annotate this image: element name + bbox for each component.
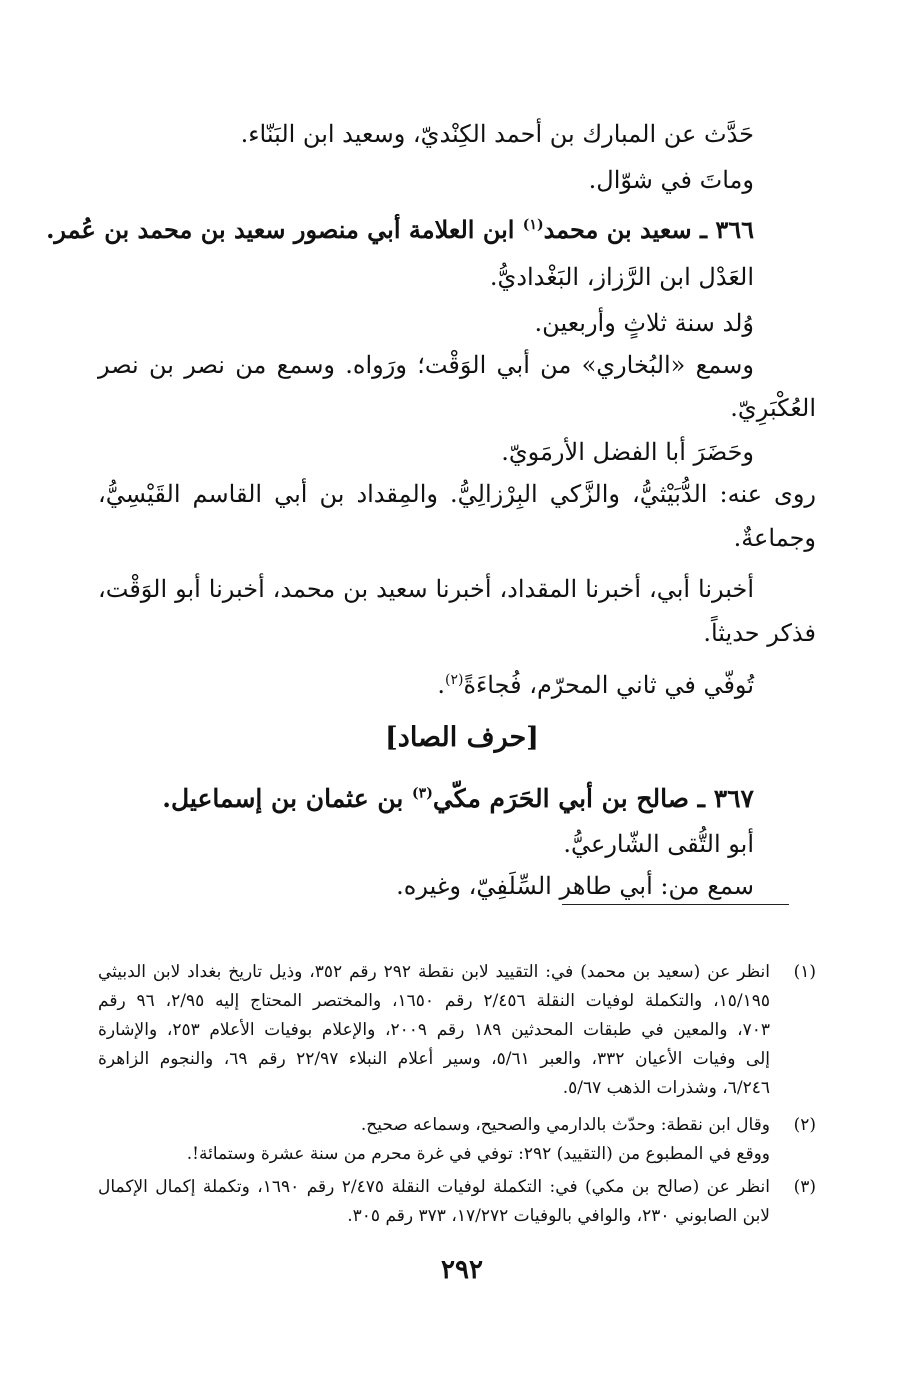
text-line: فذكر حديثاً. [703,619,816,647]
text-line: أبو التُّقى الشّارعيُّ. [563,830,754,858]
footnote-body [98,1111,770,1169]
footnote-line: ١٥/١٩٥، والتكملة لوفيات النقلة ٢/٤٥٦ رقم ١٦٥٠، والمختصر المحتاج إليه ٢/٩٥، ٩٦ رقم [98,991,770,1011]
entry-367-title [162,781,754,817]
footnote-line: لابن الصابوني ٢٣٠، والوافي بالوفيات ١٧/٢٧٢، ٣٧٣ رقم ٣٠٥. [347,1206,770,1226]
footnote-3 [98,1173,816,1231]
text-line: وجماعةٌ. [733,524,816,552]
section-heading: [حرف الصاد] [385,722,539,753]
footnote-number: (٣) [793,1177,816,1197]
footnote-line: انظر عن (صالح بن مكي) في: التكملة لوفيات النقلة ٢/٤٧٥ رقم ١٦٩٠، وتكملة إكمال الإكمال [98,1177,770,1197]
text-line: العَدْل ابن الرَّزاز، البَغْداديُّ. [489,263,754,291]
text-line: العُكْبَرِيّ. [730,394,816,422]
footnote-line: وقال ابن نقطة: وحدّث بالدارمي والصحيح، وسماعه صحيح. [360,1115,770,1135]
text-line: روى عنه: الدُّبَيْثيُّ، والزَّكي البِرْزالِيُّ. والمِقداد بن أبي القاسم القَيْسِيُّ، [98,480,817,508]
text-line: وماتَ في شوّال. [588,166,754,194]
footnote-2 [98,1111,816,1169]
text-line: وحَضَرَ أبا الفضل الأرمَويّ. [501,438,754,466]
text-line: أخبرنا أبي، أخبرنا المقداد، أخبرنا سعيد بن محمد، أخبرنا أبو الوَقْت، [98,575,754,603]
text-line: حَدَّث عن المبارك بن أحمد الكِنْديّ، وسعيد ابن البَنّاء. [240,120,754,148]
text-line: سمع من: أبي طاهر السِّلَفِيّ، وغيره. [396,872,754,900]
footnote-line: انظر عن (سعيد بن محمد) في: التقييد لابن نقطة ٢٩٢ رقم ٣٥٢، وذيل تاريخ بغداد لابن الدبيثي [98,962,770,982]
entry-title-rest: ابن العلامة أبي منصور سعيد بن محمد بن عُمر. [46,215,523,244]
footnote-line: إلى وفيات الأعيان ٣٣٢، والعبر ٥/٦١، وسير أعلام النبلاء ٢٢/٩٧ رقم ٦٩، والنجوم الزاهرة [98,1049,770,1069]
footnote-body [98,958,770,1103]
footnote-ref: (٣) [412,785,433,802]
footnote-divider [562,904,789,905]
text-span: تُوفّي في ثاني المحرّم، فُجاءَةً [463,671,754,699]
text-line: وسمع «البُخاري» من أبي الوَقْت؛ ورَواه. وسمع من نصر بن نصر [98,351,754,379]
footnote-1 [98,958,816,1103]
footnote-ref: (٢) [444,672,464,688]
footnote-number: (٢) [793,1115,816,1135]
page-number: ٢٩٢ [441,1255,483,1285]
footnote-line: ٧٠٣، والمعين في طبقات المحدثين ١٨٩ رقم ٢٠٠٩، والإعلام بوفيات الأعلام ٢٥٣، والإشارة [98,1020,771,1040]
entry-number-title: ٣٦٧ ـ صالح بن أبي الحَرَم مكّي [432,784,754,813]
entry-366-title [46,212,754,248]
footnote-number: (١) [793,962,816,982]
text-line [437,667,754,703]
text-span: . [437,671,445,699]
footnote-ref: (١) [522,217,544,233]
footnote-line: ٦/٢٤٦، وشذرات الذهب ٥/٦٧. [562,1078,770,1098]
text-line: وُلد سنة ثلاثٍ وأربعين. [534,309,754,337]
entry-title-rest: بن عثمان بن إسماعيل. [162,784,413,813]
footnote-body [98,1173,770,1231]
footnote-line: ووقع في المطبوع من (التقييد) ٢٩٢: توفي في غرة محرم من سنة عشرة وستمائة!. [186,1144,770,1164]
entry-number-title: ٣٦٦ ـ سعيد بن محمد [543,215,754,244]
